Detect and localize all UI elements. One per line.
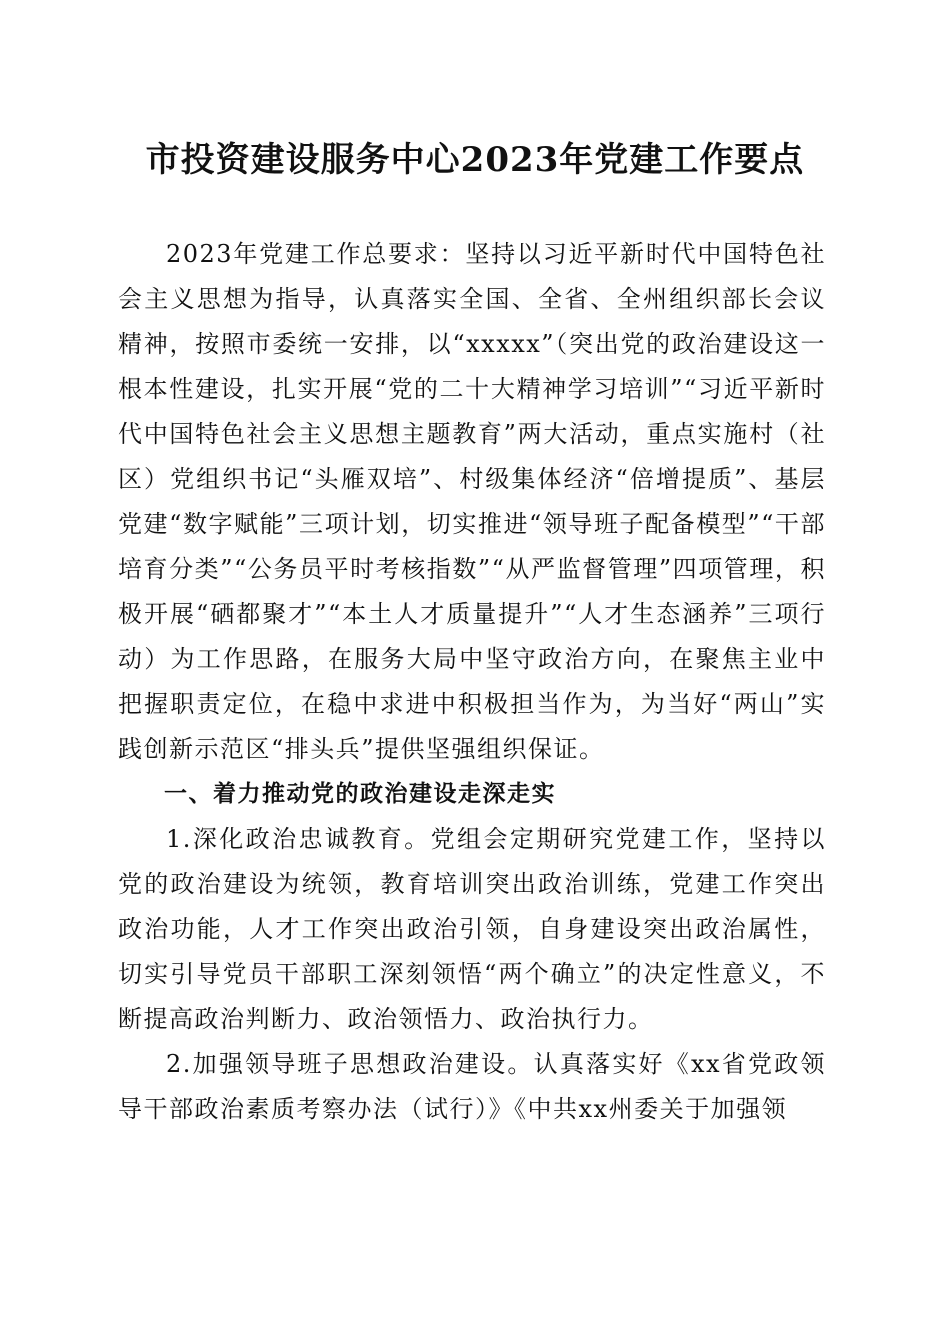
document-body: [118, 232, 826, 1132]
intro-paragraph: 2023年党建工作总要求：坚持以习近平新时代中国特色社会主义思想为指导，认真落实全国、全省、全州组织部长会议精神，按照市委统一安排，以“xxxxx”（突出党的政治建设这一根本性建设，扎实开展“党的二十大精神学习培训”“习近平新时代中国特色社会主义思想主题教育”两大活动，重点实施村（社区）党组织书记“头雁双培”、村级集体经济“倍增提质”、基层党建“数字赋能”三项计划，切实推进“领导班子配备模型”“干部培育分类”“公务员平时考核指数”“从严监督管理”四项管理，积极开展“硒都聚才”“本土人才质量提升”“人才生态涵养”三项行动）为工作思路，在服务大局中坚守政治方向，在聚焦主业中把握职责定位，在稳中求进中积极担当作为，为当好“两山”实践创新示范区“排头兵”提供坚强组织保证。: [118, 240, 826, 763]
list-item-2: 2.加强领导班子思想政治建设。认真落实好《xx省党政领导干部政治素质考察办法（试行）》《中共xx州委关于加强领: [118, 1050, 826, 1123]
section-heading-1: 一、着力推动党的政治建设走深走实: [164, 781, 556, 807]
list-item-1: 1.深化政治忠诚教育。党组会定期研究党建工作，坚持以党的政治建设为统领，教育培训突出政治训练，党建工作突出政治功能，人才工作突出政治引领，自身建设突出政治属性，切实引导党员干部职工深刻领悟“两个确立”的决定性意义，不断提高政治判断力、政治领悟力、政治执行力。: [118, 825, 826, 1033]
document-title: 市投资建设服务中心2023年党建工作要点: [145, 140, 805, 180]
